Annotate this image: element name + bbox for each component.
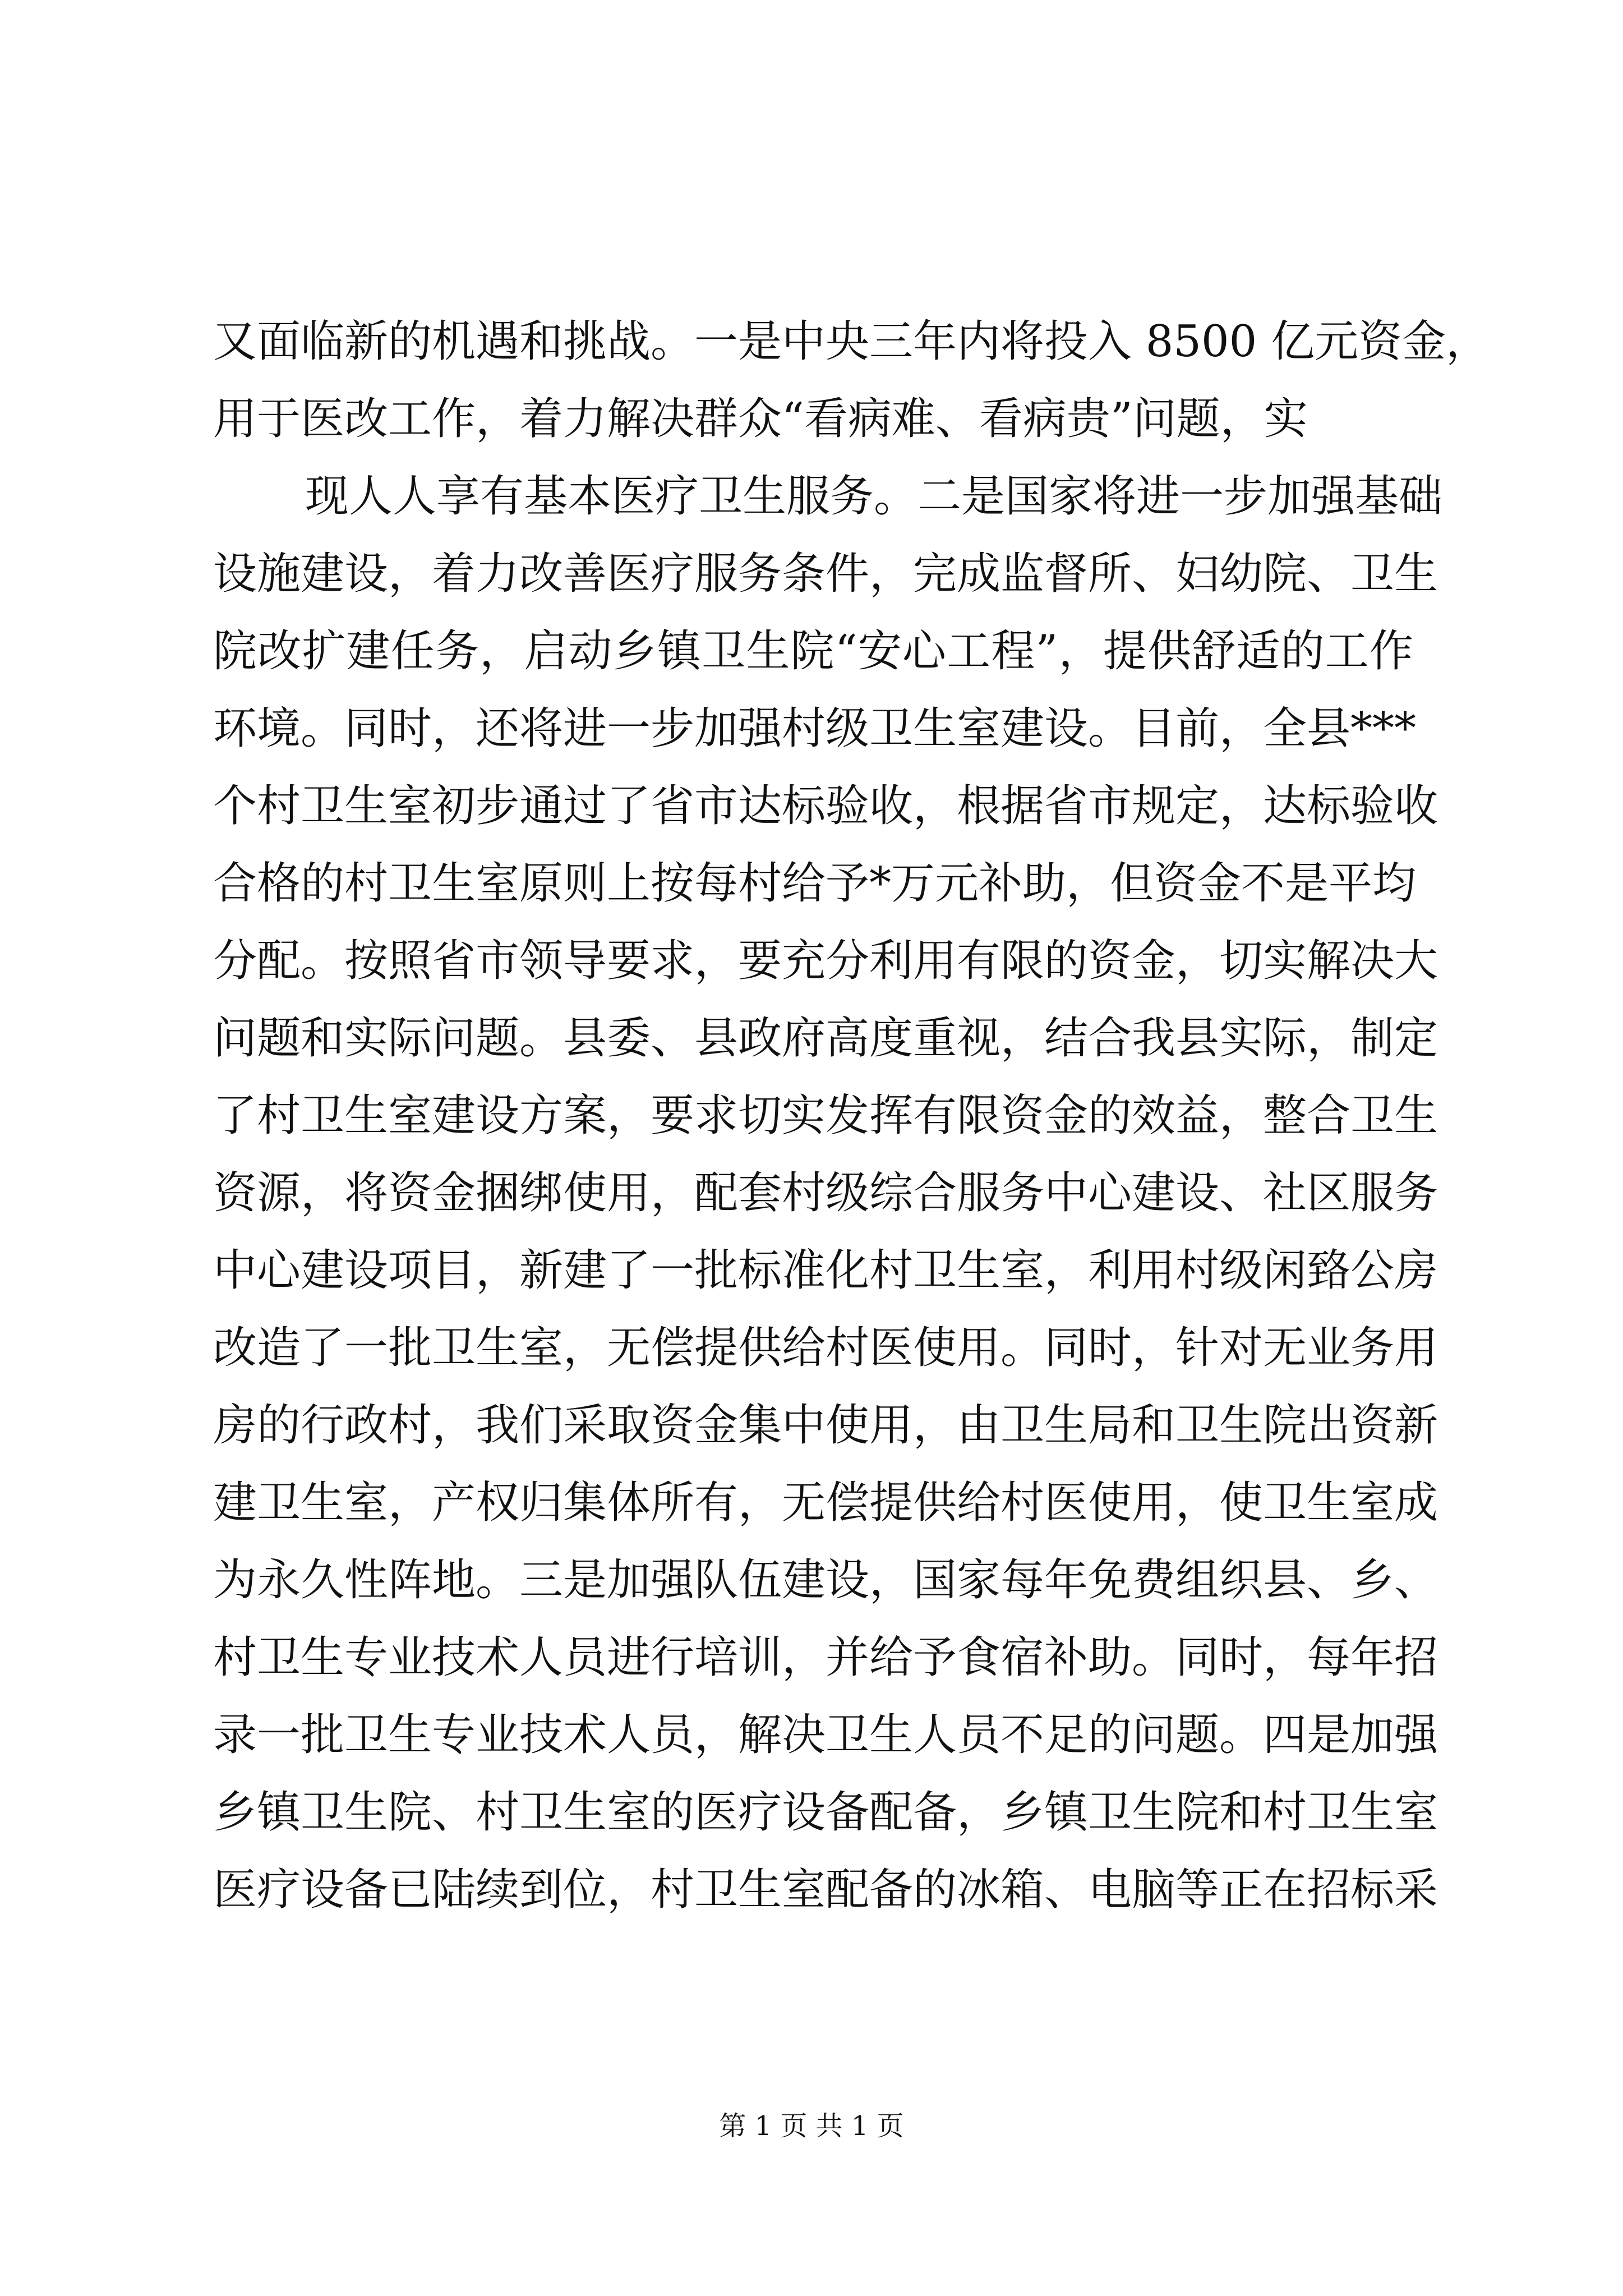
paragraph-first-line: 现人人享有基本医疗卫生服务。二是国家将进一步加强基础 — [305, 471, 1443, 522]
body-text — [213, 303, 1490, 1929]
text-line: 改造了一批卫生室，无偿提供给村医使用。同时，针对无业务用 — [213, 1323, 1438, 1373]
text-line: 院改扩建任务，启动乡镇卫生院“安心工程”，提供舒适的工作 — [213, 626, 1413, 677]
text-line: 问题和实际问题。县委、县政府高度重视，结合我县实际，制定 — [213, 1013, 1438, 1064]
text-line: 村卫生专业技术人员进行培训，并给予食宿补助。同时，每年招 — [213, 1632, 1438, 1683]
text-line: 资源，将资金捆绑使用，配套村级综合服务中心建设、社区服务 — [213, 1168, 1438, 1218]
text-line: 录一批卫生专业技术人员，解决卫生人员不足的问题。四是加强 — [213, 1710, 1438, 1760]
page-number-footer: 第 1 页 共 1 页 — [719, 2110, 904, 2142]
text-line: 用于医改工作，着力解决群众“看病难、看病贵”问题，实 — [213, 394, 1308, 444]
text-line: 分配。按照省市领导要求，要充分利用有限的资金，切实解决大 — [213, 936, 1438, 986]
text-line: 为永久性阵地。三是加强队伍建设，国家每年免费组织县、乡、 — [213, 1555, 1438, 1605]
text-line: 建卫生室，产权归集体所有，无偿提供给村医使用，使卫生室成 — [213, 1478, 1438, 1528]
text-line: 房的行政村，我们采取资金集中使用，由卫生局和卫生院出资新 — [213, 1400, 1438, 1451]
text-line: 医疗设备已陆续到位，村卫生室配备的冰箱、电脑等正在招标采 — [213, 1865, 1438, 1915]
text-line: 个村卫生室初步通过了省市达标验收，根据省市规定，达标验收 — [213, 781, 1438, 831]
text-line: 合格的村卫生室原则上按每村给予*万元补助，但资金不是平均 — [213, 858, 1417, 909]
text-line: 又面临新的机遇和挑战。一是中央三年内将投入 8500 亿元资金， — [213, 316, 1490, 367]
text-line: 环境。同时，还将进一步加强村级卫生室建设。目前，全县*** — [213, 703, 1417, 754]
text-line: 设施建设，着力改善医疗服务条件，完成监督所、妇幼院、卫生 — [213, 549, 1438, 599]
text-line: 了村卫生室建设方案，要求切实发挥有限资金的效益，整合卫生 — [213, 1091, 1438, 1141]
text-line: 中心建设项目，新建了一批标准化村卫生室，利用村级闲臵公房 — [213, 1245, 1438, 1296]
text-line: 乡镇卫生院、村卫生室的医疗设备配备，乡镇卫生院和村卫生室 — [213, 1787, 1438, 1838]
